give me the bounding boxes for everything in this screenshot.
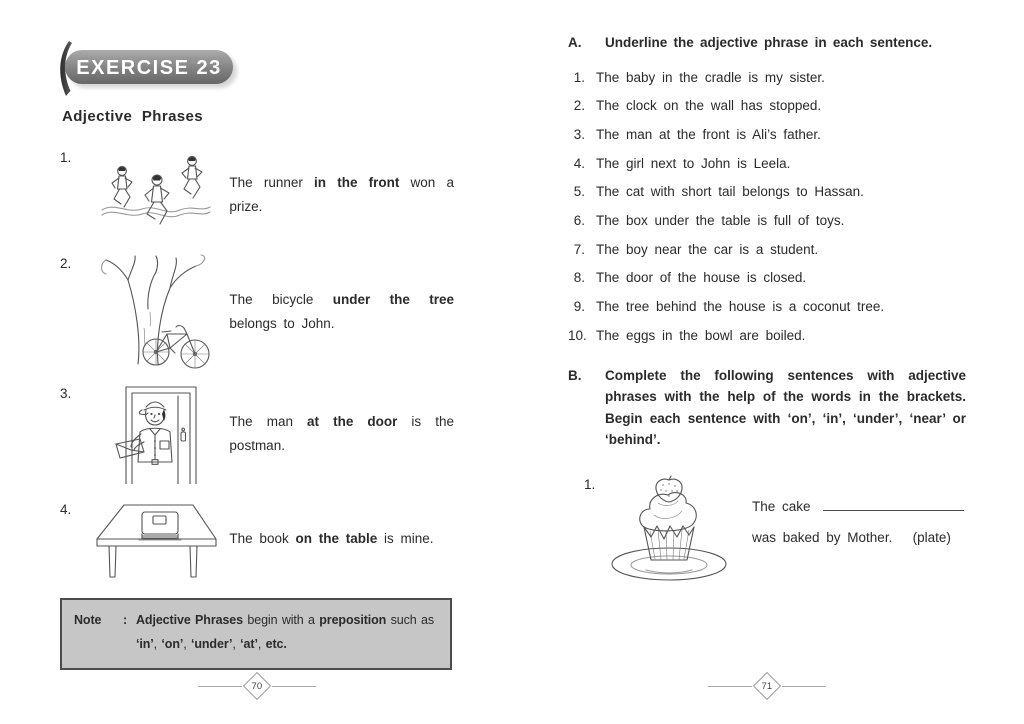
item-text: The clock on the wall has stopped. [596,98,822,114]
item-text: The box under the table is full of toys. [596,212,845,228]
sentence-start: The cake [752,499,811,515]
item-number: 5. [573,184,585,200]
section-a-header [568,32,966,54]
footer-right [568,676,966,696]
item-text: The girl next to John is Leela. [596,155,791,171]
word-hint: (plate) [912,530,951,546]
section-a-label: A. [568,35,582,50]
section-b-instruction: Complete the following sentences with adjective phrases with the help of the words in the brackets. Begin each sentence with ‘on’, ‘in’, ‘under’, ‘near’ or ‘behind’. [605,367,966,448]
footer-line [272,686,316,687]
list-item [568,96,966,115]
item-number: 2. [573,98,585,114]
item-text: The cat with short tail belongs to Hassan. [596,184,864,200]
page-number: 71 [761,680,773,692]
footer-line [708,686,752,687]
list-item [568,297,966,316]
item-number: 10. [568,327,587,343]
list-item [568,326,966,345]
item-sentence: The bicycle under the tree belongs to John. [229,292,454,331]
list-item [568,68,966,87]
note-box [60,598,452,670]
item-number: 8. [573,270,585,286]
item-number: 2. [60,256,72,271]
section-a-title: Underline the adjective phrase in each sentence. [605,35,933,50]
item-number: 9. [573,298,585,314]
sentence-end: was baked by Mother. [752,530,893,546]
item-text: The tree behind the house is a coconut tree. [596,298,885,314]
page-number-diamond [753,672,781,700]
item-number: 1. [60,150,72,165]
list-item [568,182,966,201]
section-b-label: B. [568,367,582,383]
note-text: Adjective Phrases begin with a preposition such as ‘in’, ‘on’, ‘under’, ‘at’, etc. [136,613,434,651]
runners-illustration [82,148,230,242]
banner-title: EXERCISE 23 [76,57,222,79]
list-item [568,240,966,259]
exercise-item-3 [60,384,454,484]
exercise-item-4 [60,500,454,578]
list-item [568,211,966,230]
answer-blank [823,497,964,511]
page-heading: Adjective Phrases [62,108,204,125]
exercise-item-2 [60,254,454,370]
page-right [568,32,966,590]
item-number: 3. [60,386,72,401]
item-text: The boy near the car is a student. [596,241,819,257]
footer-line [782,686,826,687]
item-text: The baby in the cradle is my sister. [596,69,825,85]
sentence-list [568,68,966,345]
list-item [568,125,966,144]
note-label: Note [74,613,102,627]
note-separator: : [122,613,128,627]
fill-in-sentence [752,475,966,545]
page-left [60,40,454,651]
fill-in-item-1 [568,475,966,590]
exercise-item-1 [60,148,454,242]
item-number: 6. [573,212,585,228]
section-b-header [568,365,966,451]
list-item [568,268,966,287]
cupcake-on-plate-illustration [608,475,734,590]
book-on-table-illustration [82,500,230,578]
bicycle-under-tree-illustration [82,254,230,370]
item-number: 4. [573,155,585,171]
list-item [568,154,966,173]
footer-left [60,676,454,696]
item-number: 1. [573,69,585,85]
item-text: The man at the front is Ali’s father. [596,126,821,142]
item-text: The eggs in the bowl are boiled. [596,327,806,343]
item-number: 4. [60,502,72,517]
postman-at-door-illustration [82,384,230,484]
item-sentence: The man at the door is the postman. [229,414,454,453]
footer-line [198,686,242,687]
item-sentence: The book on the table is mine. [229,531,434,547]
item-number: 3. [573,126,585,142]
page-number: 70 [251,680,263,692]
section-b [568,365,966,590]
item-number: 1. [584,477,596,493]
exercise-banner [54,40,250,98]
page-number-diamond [243,672,271,700]
item-text: The door of the house is closed. [596,270,807,286]
item-sentence: The runner in the front won a prize. [229,175,454,214]
item-number: 7. [573,241,585,257]
